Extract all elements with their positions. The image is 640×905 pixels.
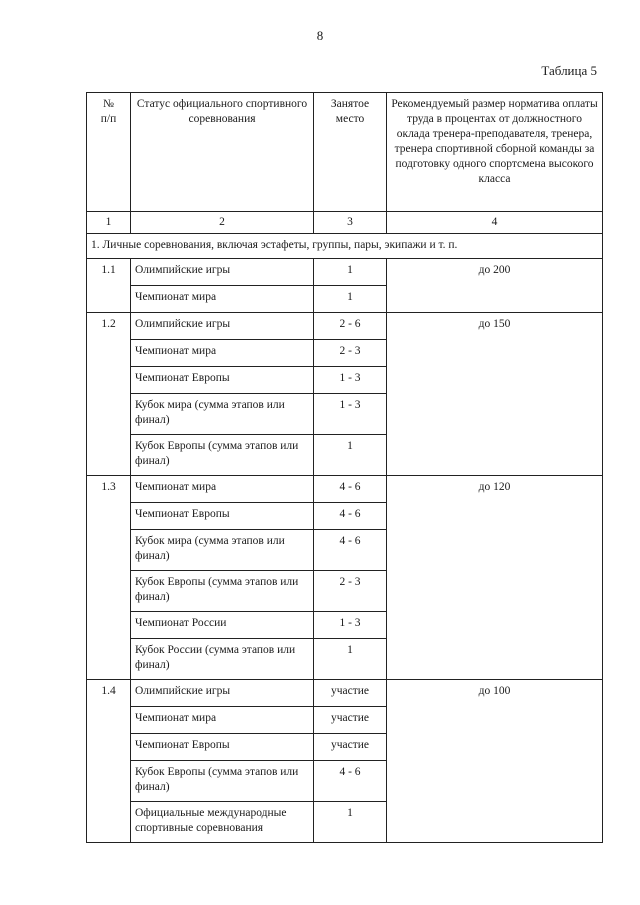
group-number: 1.3 — [87, 475, 131, 679]
place: 2 - 6 — [314, 312, 387, 339]
table-row — [87, 679, 603, 706]
place: 4 - 6 — [314, 760, 387, 801]
competition-status: Чемпионат Европы — [131, 733, 314, 760]
competition-status: Олимпийские игры — [131, 312, 314, 339]
table-row — [87, 312, 603, 339]
rate: до 150 — [387, 312, 603, 475]
place: 1 - 3 — [314, 393, 387, 434]
competition-status: Кубок Европы (сумма этапов или финал) — [131, 760, 314, 801]
column-number: 3 — [314, 212, 387, 234]
place: 1 - 3 — [314, 611, 387, 638]
place: 4 - 6 — [314, 502, 387, 529]
competition-status: Официальные международные спортивные соревнования — [131, 801, 314, 842]
competition-status: Кубок Европы (сумма этапов или финал) — [131, 434, 314, 475]
column-number: 4 — [387, 212, 603, 234]
competition-status: Кубок мира (сумма этапов или финал) — [131, 529, 314, 570]
header-num-text: № п/п — [100, 98, 117, 125]
place: участие — [314, 733, 387, 760]
header-status: Статус официального спортивного соревнования — [131, 93, 314, 212]
rate: до 200 — [387, 258, 603, 312]
competition-status: Чемпионат России — [131, 611, 314, 638]
competition-status: Чемпионат мира — [131, 475, 314, 502]
column-number: 1 — [87, 212, 131, 234]
place: 1 - 3 — [314, 366, 387, 393]
remuneration-table — [86, 92, 603, 843]
column-number-row — [87, 212, 603, 234]
competition-status: Олимпийские игры — [131, 258, 314, 285]
place: 1 — [314, 285, 387, 312]
place: 1 — [314, 434, 387, 475]
place: 4 - 6 — [314, 529, 387, 570]
group-number: 1.2 — [87, 312, 131, 475]
place: 1 — [314, 638, 387, 679]
header-rate: Рекомендуемый размер норматива оплаты труда в процентах от должностного оклада тренера-преподавателя, тренера, тренера спортивной сборной команды за подготовку одного спортсмена высокого класса — [387, 93, 603, 212]
place: 4 - 6 — [314, 475, 387, 502]
competition-status: Олимпийские игры — [131, 679, 314, 706]
section-title: 1. Личные соревнования, включая эстафеты, группы, пары, экипажи и т. п. — [87, 233, 603, 258]
rate: до 100 — [387, 679, 603, 842]
place: 1 — [314, 258, 387, 285]
rate: до 120 — [387, 475, 603, 679]
place: 2 - 3 — [314, 570, 387, 611]
competition-status: Чемпионат Европы — [131, 502, 314, 529]
competition-status: Чемпионат мира — [131, 285, 314, 312]
group-number: 1.4 — [87, 679, 131, 842]
competition-status: Чемпионат мира — [131, 339, 314, 366]
place: участие — [314, 679, 387, 706]
table-row — [87, 258, 603, 285]
competition-status: Чемпионат мира — [131, 706, 314, 733]
competition-status: Кубок Европы (сумма этапов или финал) — [131, 570, 314, 611]
place: участие — [314, 706, 387, 733]
table-row — [87, 475, 603, 502]
header-row — [87, 93, 603, 212]
page-number: 8 — [316, 28, 324, 43]
place: 2 - 3 — [314, 339, 387, 366]
competition-status: Кубок мира (сумма этапов или финал) — [131, 393, 314, 434]
column-number: 2 — [131, 212, 314, 234]
section-row — [87, 233, 603, 258]
competition-status: Чемпионат Европы — [131, 366, 314, 393]
header-num — [87, 93, 131, 212]
header-place: Занятое место — [314, 93, 387, 212]
group-number: 1.1 — [87, 258, 131, 312]
table-caption: Таблица 5 — [541, 63, 597, 78]
competition-status: Кубок России (сумма этапов или финал) — [131, 638, 314, 679]
place: 1 — [314, 801, 387, 842]
